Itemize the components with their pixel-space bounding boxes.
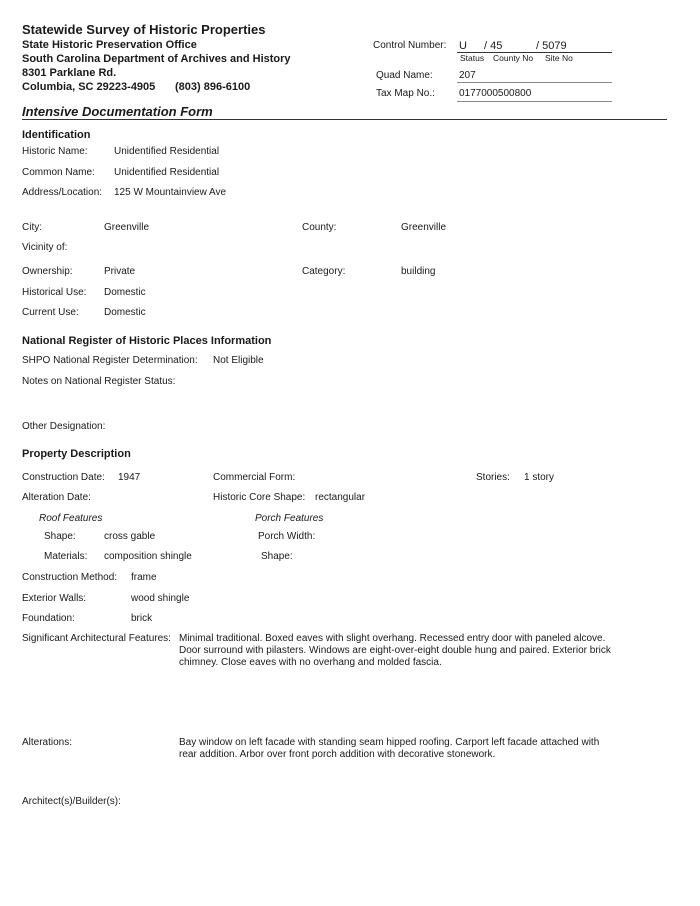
org-line-office: State Historic Preservation Office xyxy=(22,39,197,51)
construction-date-label: Construction Date: xyxy=(22,472,105,483)
org-line-city: Columbia, SC 29223-4905 xyxy=(22,81,156,93)
address-value: 125 W Mountainview Ave xyxy=(114,187,227,198)
tax-map-value: 0177000500800 xyxy=(459,88,532,99)
nr-determination-label: SHPO National Register Determination: xyxy=(22,355,198,366)
org-line-department: South Carolina Department of Archives and History xyxy=(22,53,291,65)
category-value: building xyxy=(401,266,436,277)
quad-name-label: Quad Name: xyxy=(376,70,433,81)
exterior-walls-label: Exterior Walls: xyxy=(22,593,87,604)
current-use-value: Domestic xyxy=(104,307,146,318)
category-label: Category: xyxy=(302,266,346,277)
roof-materials-label: Materials: xyxy=(44,551,88,562)
ownership-label: Ownership: xyxy=(22,266,73,277)
significant-features-label: Significant Architectural Features: xyxy=(22,633,171,644)
significant-features-text: Minimal traditional. Boxed eaves with slight overhang. Recessed entry door with paneled alcove. Door surround with pilasters. Windows are eight-over-eight double hung and paired. Exterior brick chimney. Close eaves with no overhang and molded fascia. xyxy=(179,633,611,668)
construction-method-label: Construction Method: xyxy=(22,572,118,583)
foundation-value: brick xyxy=(131,613,153,624)
county-no-caption: County No xyxy=(493,53,534,63)
commercial-form-label: Commercial Form: xyxy=(213,472,296,483)
exterior-walls-value: wood shingle xyxy=(131,593,190,604)
other-designation-label: Other Designation: xyxy=(22,421,106,432)
survey-title: Statewide Survey of Historic Properties xyxy=(22,22,266,37)
alterations-text: Bay window on left facade with standing seam hipped roofing. Carport left facade attached with rear addition. Arbor over front porch addition with decorative stonework. xyxy=(179,737,600,760)
control-status-value: U xyxy=(459,40,467,52)
common-name-value: Unidentified Residential xyxy=(114,167,220,178)
construction-method-value: frame xyxy=(131,572,157,583)
roof-shape-label: Shape: xyxy=(44,531,76,542)
roof-shape-value: cross gable xyxy=(104,531,156,542)
status-caption: Status xyxy=(460,53,485,63)
tax-map-rule xyxy=(457,101,612,102)
form-title-rule xyxy=(22,119,667,120)
porch-shape-label: Shape: xyxy=(261,551,293,562)
property-description-heading: Property Description xyxy=(22,448,131,460)
control-number-label: Control Number: xyxy=(373,40,447,51)
core-shape-value: rectangular xyxy=(315,492,366,503)
stories-label: Stories: xyxy=(476,472,510,483)
roof-materials-value: composition shingle xyxy=(104,551,192,562)
county-label: County: xyxy=(302,222,337,233)
control-site-value: / 5079 xyxy=(536,40,567,52)
construction-date-value: 1947 xyxy=(118,472,141,483)
common-name-label: Common Name: xyxy=(22,167,95,178)
alterations-label: Alterations: xyxy=(22,737,73,748)
quad-name-rule xyxy=(457,82,612,83)
porch-width-label: Porch Width: xyxy=(258,531,316,542)
current-use-label: Current Use: xyxy=(22,307,79,318)
identification-heading: Identification xyxy=(22,129,91,141)
quad-name-value: 207 xyxy=(459,70,476,81)
porch-features-heading: Porch Features xyxy=(255,513,324,524)
form-title: Intensive Documentation Form xyxy=(22,104,213,119)
control-county-value: / 45 xyxy=(484,40,503,52)
architect-label: Architect(s)/Builder(s): xyxy=(22,796,121,807)
tax-map-label: Tax Map No.: xyxy=(376,88,435,99)
core-shape-label: Historic Core Shape: xyxy=(213,492,306,503)
ownership-value: Private xyxy=(104,266,136,277)
org-line-street: 8301 Parklane Rd. xyxy=(22,67,117,79)
nr-notes-label: Notes on National Register Status: xyxy=(22,376,176,387)
city-value: Greenville xyxy=(104,222,150,233)
org-phone: (803) 896-6100 xyxy=(175,81,251,93)
vicinity-label: Vicinity of: xyxy=(22,242,68,253)
foundation-label: Foundation: xyxy=(22,613,75,624)
alteration-date-label: Alteration Date: xyxy=(22,492,91,503)
historical-use-label: Historical Use: xyxy=(22,287,87,298)
historical-use-value: Domestic xyxy=(104,287,146,298)
nr-determination-value: Not Eligible xyxy=(213,355,264,366)
county-value: Greenville xyxy=(401,222,447,233)
site-no-caption: Site No xyxy=(545,53,573,63)
roof-features-heading: Roof Features xyxy=(39,513,103,524)
historic-name-label: Historic Name: xyxy=(22,146,88,157)
address-label: Address/Location: xyxy=(22,187,103,198)
historic-name-value: Unidentified Residential xyxy=(114,146,220,157)
national-register-heading: National Register of Historic Places Information xyxy=(22,335,272,347)
stories-value: 1 story xyxy=(524,472,555,483)
city-label: City: xyxy=(22,222,42,233)
